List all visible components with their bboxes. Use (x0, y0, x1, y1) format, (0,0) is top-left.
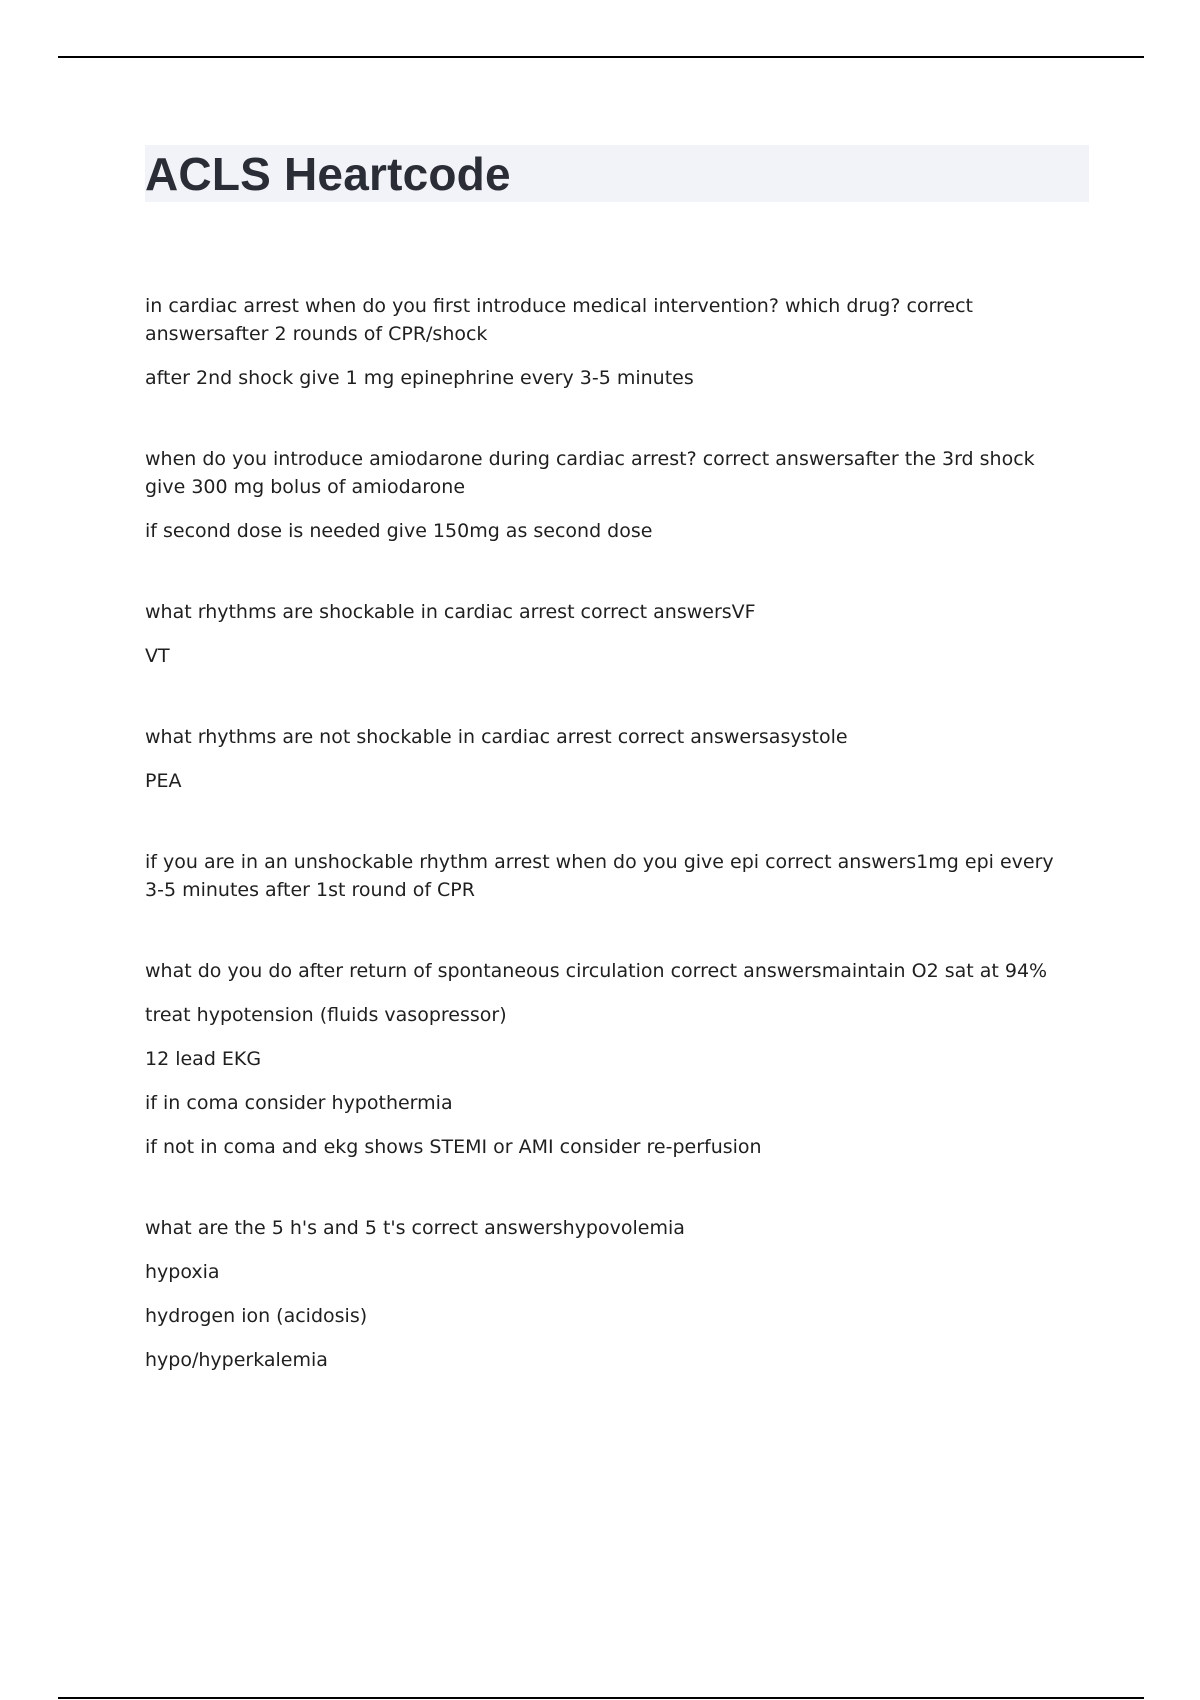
card-text: hypoxia (145, 1261, 220, 1283)
card-text: in cardiac arrest when do you first introduce medical intervention? which drug? correct answersafter 2 rounds of CPR/shock (145, 295, 973, 345)
card-text: if second dose is needed give 150mg as second dose (145, 520, 653, 542)
flashcard (145, 598, 1075, 670)
card-text: if in coma consider hypothermia (145, 1092, 453, 1114)
card-text: hydrogen ion (acidosis) (145, 1305, 368, 1327)
flashcard (145, 1214, 1075, 1374)
flashcard (145, 848, 1075, 904)
card-text: what rhythms are shockable in cardiac arrest correct answersVF (145, 601, 756, 623)
flashcard (145, 445, 1075, 545)
bottom-rule (58, 1697, 1144, 1699)
flashcard (145, 957, 1075, 1161)
card-text: PEA (145, 770, 182, 792)
flashcard-list (145, 292, 1075, 1427)
card-text: after 2nd shock give 1 mg epinephrine every 3-5 minutes (145, 367, 694, 389)
flashcard (145, 723, 1075, 795)
card-text: hypo/hyperkalemia (145, 1349, 328, 1371)
card-text: VT (145, 645, 170, 667)
top-rule (58, 56, 1144, 58)
card-text: what do you do after return of spontaneous circulation correct answersmaintain O2 sat at 94% (145, 960, 1048, 982)
flashcard (145, 292, 1075, 392)
document-title: ACLS Heartcode (145, 148, 511, 200)
card-text: if not in coma and ekg shows STEMI or AMI consider re-perfusion (145, 1136, 762, 1158)
card-text: what rhythms are not shockable in cardiac arrest correct answersasystole (145, 726, 848, 748)
card-text: when do you introduce amiodarone during cardiac arrest? correct answersafter the 3rd shock give 300 mg bolus of amiodarone (145, 448, 1035, 498)
card-text: if you are in an unshockable rhythm arrest when do you give epi correct answers1mg epi every 3-5 minutes after 1st round of CPR (145, 851, 1054, 901)
card-text: 12 lead EKG (145, 1048, 262, 1070)
card-text: treat hypotension (fluids vasopressor) (145, 1004, 507, 1026)
card-text: what are the 5 h's and 5 t's correct answershypovolemia (145, 1217, 685, 1239)
